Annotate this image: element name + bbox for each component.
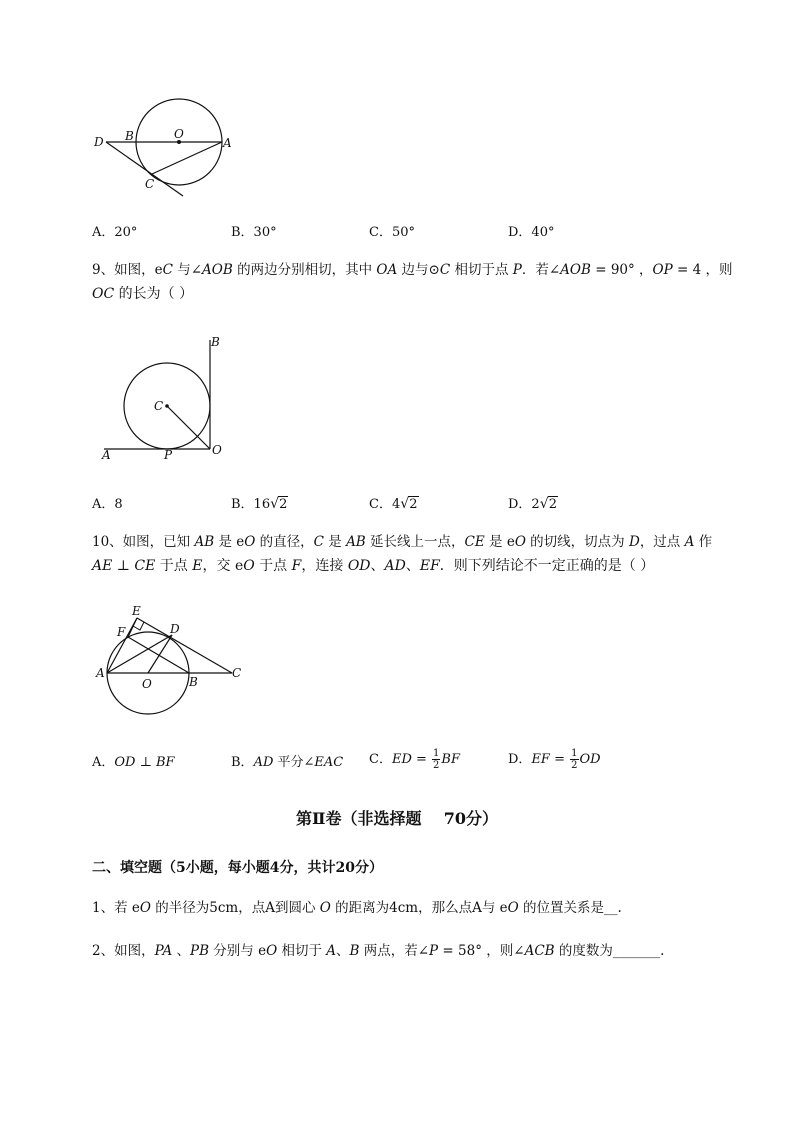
q9-label-c: C (154, 399, 164, 413)
q8-option-c[interactable]: C．50° (369, 225, 415, 240)
q9-option-a[interactable]: A．8 (92, 497, 123, 512)
section2-title: 二、填空题（5小题，每小题4分，共计20分） (92, 860, 383, 876)
q10-line-od (148, 635, 172, 673)
q10-option-b[interactable]: B．AD 平分∠EAC (231, 755, 344, 770)
q10-label-c: C (232, 666, 242, 680)
q10-label-b: B (189, 675, 198, 689)
q10-question (92, 530, 712, 578)
fill-question-2: 2、如图，PA 、PB 分别与 eO 相切于 A、B 两点，若∠P = 58° ，则∠ACB 的度数为_______. (92, 943, 665, 959)
q8-line-ca (152, 142, 222, 174)
q9-line-2: OC 的长为（ ） (92, 286, 194, 302)
q9-question (92, 258, 732, 306)
q10-option-c[interactable]: C．ED = $\frac{1}{2}$ BF (369, 748, 460, 771)
q10-label-a: A (96, 666, 105, 680)
q9-label-o: O (212, 443, 222, 457)
q8-label-a: A (223, 136, 232, 150)
q9-label-p: P (164, 448, 173, 462)
q9-option-b[interactable]: B．16 √ 2 (231, 496, 288, 512)
q8-label-o: O (174, 127, 184, 141)
q10-line-2: AE ⊥ CE 于点 E，交 eO 于点 F，连接 OD、AD、EF．则下列结论不一定正确的是（ ） (92, 558, 655, 574)
part2-title: 第Ⅱ卷（非选择题 70分） (295, 809, 499, 828)
q10-option-d[interactable]: D．EF = $\frac{1}{2}$ OD (508, 748, 601, 771)
q10-line-ec (137, 618, 232, 673)
q9-option-c[interactable]: C．4 √ 2 (369, 496, 418, 512)
q10-figure (92, 600, 252, 720)
q9-center-dot (165, 404, 169, 408)
q10-option-a[interactable]: A．OD ⊥ BF (92, 755, 175, 770)
q9-line-1: 9、如图，eC 与∠AOB 的两边分别相切，其中 OA 边与⊙C 相切于点 P．若∠AOB = 90° ，OP = 4 ，则 (92, 262, 733, 278)
q9-figure (96, 332, 231, 462)
q10-line-1: 10、如图，已知 AB 是 eO 的直径，C 是 AB 延长线上一点，CE 是 eO 的切线，切点为 D，过点 A 作 (92, 534, 713, 550)
q10-label-d: D (170, 622, 180, 636)
q8-label-d: D (94, 135, 104, 149)
fill-question-1: 1、若 eO 的半径为5cm，点A到圆心 O 的距离为4cm，那么点A与 eO 的位置关系是__. (92, 900, 622, 916)
q9-option-d[interactable]: D．2 √ 2 (508, 496, 557, 512)
q8-option-b[interactable]: B．30° (231, 225, 277, 240)
q10-label-f: F (117, 625, 126, 639)
q9-label-a: A (102, 448, 111, 462)
q8-label-c: C (145, 177, 155, 191)
q8-label-b: B (125, 129, 134, 143)
q8-option-a[interactable]: A．20° (92, 225, 138, 240)
q8-figure (88, 92, 238, 202)
q8-option-d[interactable]: D．40° (508, 225, 555, 240)
q10-label-e: E (132, 604, 141, 618)
q9-label-b: B (211, 335, 220, 349)
q10-label-o: O (142, 677, 152, 691)
